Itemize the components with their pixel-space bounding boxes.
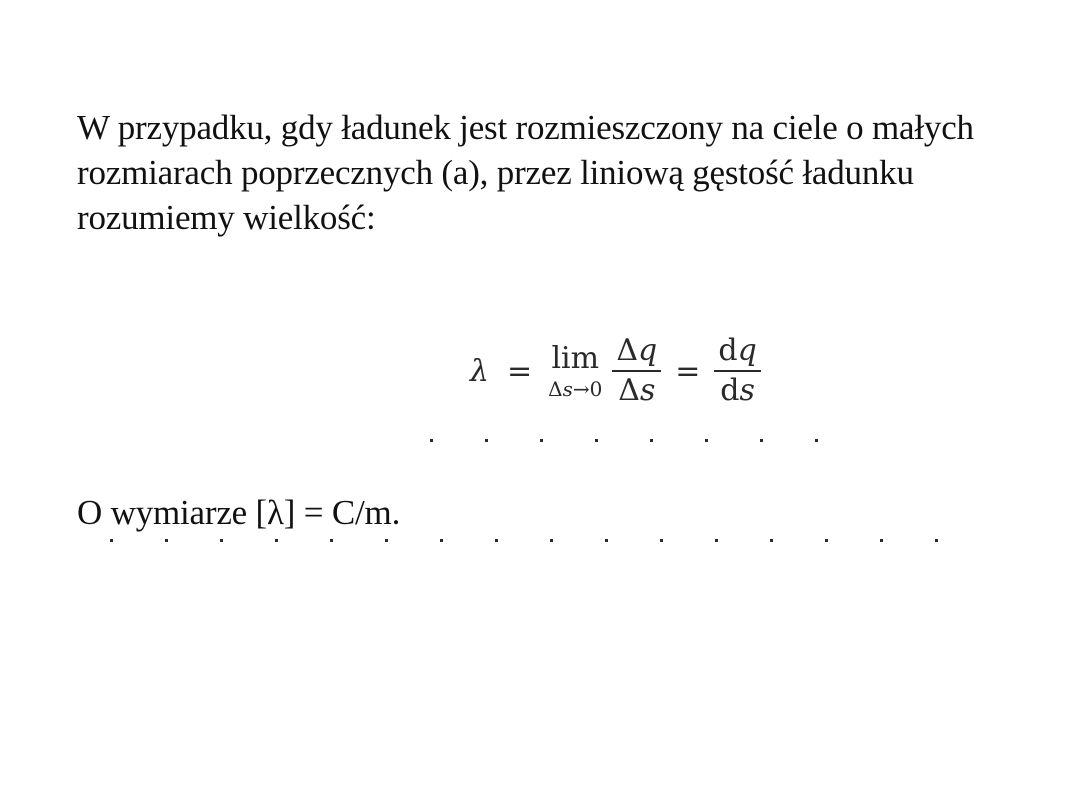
- derivative-fraction-num-var: q: [737, 333, 757, 368]
- remnant-dot: [485, 439, 488, 442]
- remnant-dot: [660, 539, 663, 542]
- remnant-dot: [495, 539, 498, 542]
- derivative-fraction-bar: [714, 370, 760, 372]
- limit-sub-var: s: [562, 377, 573, 401]
- intro-line-3: rozumiemy wielkość:: [77, 198, 376, 237]
- delta-fraction-denominator: [614, 374, 659, 408]
- equals-sign-2: =: [675, 353, 701, 389]
- delta-fraction-num-var: q: [638, 333, 658, 368]
- remnant-dot: [440, 539, 443, 542]
- limit-sub-arrow: →0: [572, 377, 603, 401]
- delta-fraction-num-delta: Δ: [616, 333, 639, 368]
- remnant-dot: [275, 539, 278, 542]
- delta-fraction-numerator: [612, 334, 661, 368]
- derivative-fraction-den-d: d: [720, 373, 740, 408]
- remnant-dot: [330, 539, 333, 542]
- limit-subscript: [548, 378, 602, 400]
- derivative-fraction: [714, 334, 760, 408]
- derivative-fraction-denominator: [716, 374, 759, 408]
- intro-line-2: rozmiarach poprzecznych (a), przez liniową gęstość ładunku: [77, 153, 914, 192]
- delta-fraction-den-var: s: [639, 373, 656, 408]
- equals-sign-1: =: [507, 353, 533, 389]
- limit-sub-delta: Δ: [548, 377, 563, 401]
- remnant-dot: [110, 539, 113, 542]
- remnant-dot: [165, 539, 168, 542]
- limit-operator: [548, 342, 602, 400]
- delta-fraction-bar: [612, 370, 661, 372]
- remnant-dot: [595, 439, 598, 442]
- delta-fraction: [612, 334, 661, 408]
- intro-paragraph: [77, 105, 1067, 240]
- remnant-dot: [550, 539, 553, 542]
- remnant-dot: [815, 439, 818, 442]
- remnant-dot: [430, 439, 433, 442]
- remnant-dot: [760, 439, 763, 442]
- remnant-dot: [540, 439, 543, 442]
- remnant-dot: [715, 539, 718, 542]
- derivative-fraction-den-var: s: [739, 373, 755, 408]
- clipped-text-remnant-1: [430, 437, 870, 443]
- dimension-statement: O wymiarze [λ] = C/m.: [77, 493, 401, 532]
- remnant-dot: [770, 539, 773, 542]
- remnant-dot: [605, 539, 608, 542]
- linear-charge-density-formula: [470, 326, 765, 416]
- remnant-dot: [880, 539, 883, 542]
- remnant-dot: [650, 439, 653, 442]
- clipped-text-remnant-2: [110, 537, 990, 543]
- delta-fraction-den-delta: Δ: [618, 373, 640, 408]
- derivative-fraction-numerator: [714, 334, 760, 368]
- remnant-dot: [705, 439, 708, 442]
- remnant-dot: [825, 539, 828, 542]
- intro-line-1: W przypadku, gdy ładunek jest rozmieszczony na ciele o małych: [77, 108, 974, 147]
- derivative-fraction-num-d: d: [718, 333, 738, 368]
- remnant-dot: [385, 539, 388, 542]
- limit-word: lim: [551, 341, 600, 376]
- lambda-symbol: λ: [470, 353, 490, 389]
- remnant-dot: [935, 539, 938, 542]
- remnant-dot: [220, 539, 223, 542]
